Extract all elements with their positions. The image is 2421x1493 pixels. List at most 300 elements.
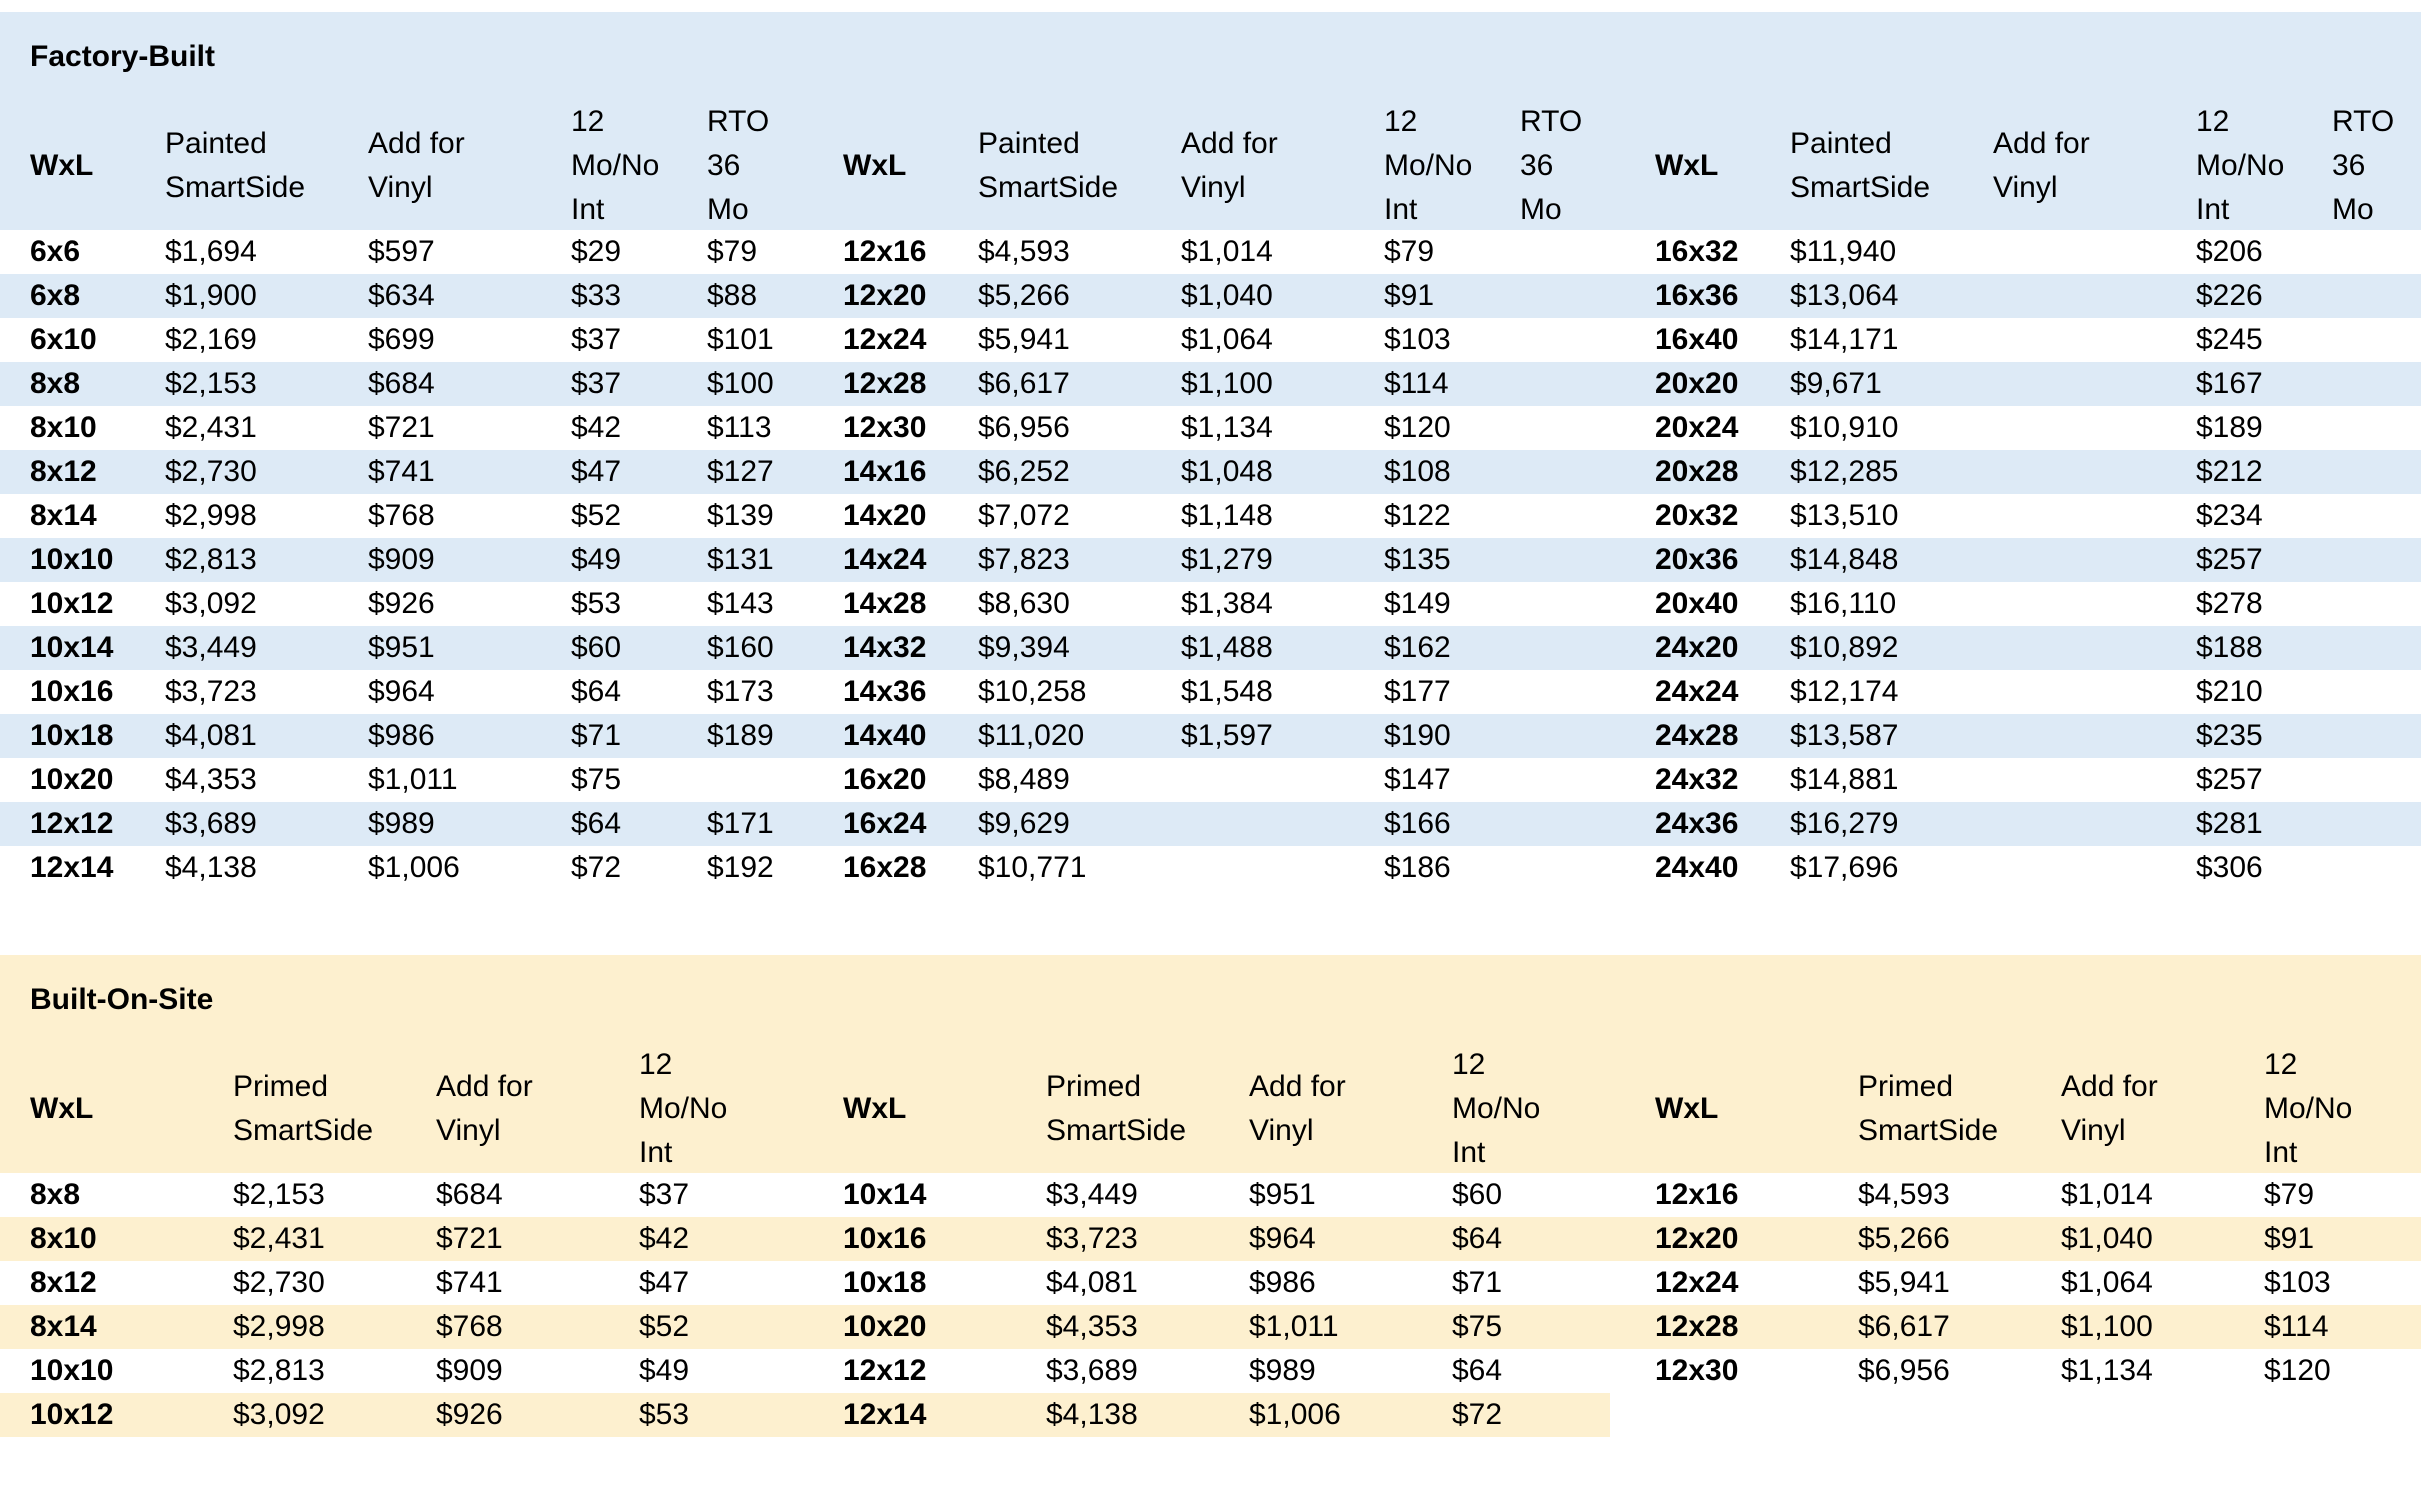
fb-cell-finance: $245 <box>2196 323 2263 356</box>
bos-cell-size: 12x20 <box>1655 1222 1739 1255</box>
fb-cell-size: 20x28 <box>1655 455 1739 488</box>
bos-cell-finance: $103 <box>2264 1266 2331 1299</box>
fb-cell-finance: $257 <box>2196 543 2263 576</box>
table-row <box>0 758 2421 802</box>
fb-cell-price: $10,892 <box>1790 631 1899 664</box>
fb-cell-size: 6x8 <box>30 279 81 312</box>
fb-cell-price: $13,510 <box>1790 499 1899 532</box>
bos-cell-price: $3,689 <box>1046 1354 1138 1387</box>
table-row <box>0 802 2421 846</box>
fb-cell-size: 6x6 <box>30 235 81 268</box>
fb-cell-size: 16x40 <box>1655 323 1739 356</box>
fb-cell-price: $10,910 <box>1790 411 1899 444</box>
fb-cell-vinyl: $721 <box>368 411 435 444</box>
built-on-site-section <box>0 955 2421 1437</box>
fb-cell-finance: $52 <box>571 499 622 532</box>
fb-cell-size: 8x8 <box>30 367 81 400</box>
fb-cell-size: 8x12 <box>30 455 97 488</box>
fb-cell-price: $14,881 <box>1790 763 1899 796</box>
fb-cell-size: 24x28 <box>1655 719 1739 752</box>
fb-cell-vinyl: $1,100 <box>1181 367 1273 400</box>
bos-cell-price: $2,813 <box>233 1354 325 1387</box>
table-row <box>0 1261 2421 1305</box>
fb-cell-price: $3,449 <box>165 631 257 664</box>
fb-cell-rto: $88 <box>707 279 758 312</box>
fb-cell-rto: $139 <box>707 499 774 532</box>
bos-cell-price: $4,593 <box>1858 1178 1950 1211</box>
bos-cell-price: $3,449 <box>1046 1178 1138 1211</box>
fb-cell-size: 10x20 <box>30 763 114 796</box>
fb-cell-vinyl: $1,548 <box>1181 675 1273 708</box>
bos-header-size: WxL <box>843 1092 907 1125</box>
table-row <box>0 626 2421 670</box>
fb-cell-rto: $171 <box>707 807 774 840</box>
fb-cell-rto: $192 <box>707 851 774 884</box>
bos-cell-price: $3,092 <box>233 1398 325 1431</box>
fb-cell-finance: $189 <box>2196 411 2263 444</box>
fb-cell-price: $3,723 <box>165 675 257 708</box>
fb-cell-size: 12x14 <box>30 851 114 884</box>
fb-cell-size: 16x20 <box>843 763 927 796</box>
table-row <box>0 1217 2421 1261</box>
bos-cell-size: 8x14 <box>30 1310 97 1343</box>
fb-cell-price: $10,258 <box>978 675 1087 708</box>
fb-cell-price: $5,266 <box>978 279 1070 312</box>
fb-cell-vinyl: $1,014 <box>1181 235 1273 268</box>
fb-cell-size: 10x18 <box>30 719 114 752</box>
bos-cell-finance: $91 <box>2264 1222 2315 1255</box>
fb-cell-size: 20x20 <box>1655 367 1739 400</box>
fb-cell-price: $3,092 <box>165 587 257 620</box>
fb-cell-price: $14,848 <box>1790 543 1899 576</box>
factory-built-title: Factory-Built <box>0 12 2421 102</box>
bos-cell-finance: $120 <box>2264 1354 2331 1387</box>
fb-header-price: Painted SmartSide <box>978 127 1119 204</box>
factory-built-section <box>0 12 2421 890</box>
fb-header-size: WxL <box>30 149 94 182</box>
fb-cell-size: 14x36 <box>843 675 927 708</box>
built-on-site-title: Built-On-Site <box>0 955 2421 1045</box>
bos-cell-size: 12x30 <box>1655 1354 1739 1387</box>
fb-cell-size: 10x10 <box>30 543 114 576</box>
fb-cell-size: 24x20 <box>1655 631 1739 664</box>
fb-cell-vinyl: $989 <box>368 807 435 840</box>
bos-cell-finance: $47 <box>639 1266 690 1299</box>
fb-cell-finance: $33 <box>571 279 622 312</box>
fb-cell-rto: $101 <box>707 323 774 356</box>
table-row <box>0 1173 2421 1217</box>
fb-cell-price: $2,730 <box>165 455 257 488</box>
fb-cell-size: 16x24 <box>843 807 927 840</box>
bos-header-finance: 12 Mo/No Int <box>1452 1048 1541 1169</box>
bos-cell-price: $2,998 <box>233 1310 325 1343</box>
fb-cell-price: $4,353 <box>165 763 257 796</box>
fb-cell-price: $11,940 <box>1790 235 1897 268</box>
fb-cell-finance: $149 <box>1384 587 1451 620</box>
fb-cell-finance: $79 <box>1384 235 1435 268</box>
bos-cell-vinyl: $989 <box>1249 1354 1316 1387</box>
fb-cell-finance: $91 <box>1384 279 1435 312</box>
bos-cell-vinyl: $741 <box>436 1266 503 1299</box>
fb-cell-size: 14x20 <box>843 499 927 532</box>
bos-header-price: Primed SmartSide <box>1858 1070 1999 1147</box>
bos-header-price: Primed SmartSide <box>233 1070 374 1147</box>
fb-cell-finance: $167 <box>2196 367 2263 400</box>
fb-cell-finance: $37 <box>571 367 622 400</box>
bos-cell-size: 10x12 <box>30 1398 114 1431</box>
fb-cell-price: $9,629 <box>978 807 1070 840</box>
fb-cell-price: $6,956 <box>978 411 1070 444</box>
bos-cell-size: 8x10 <box>30 1222 97 1255</box>
fb-cell-vinyl: $926 <box>368 587 435 620</box>
bos-cell-size: 12x24 <box>1655 1266 1739 1299</box>
fb-cell-price: $17,696 <box>1790 851 1899 884</box>
bos-header-size: WxL <box>30 1092 94 1125</box>
fb-cell-size: 12x30 <box>843 411 927 444</box>
fb-cell-finance: $257 <box>2196 763 2263 796</box>
fb-cell-vinyl: $909 <box>368 543 435 576</box>
bos-cell-finance: $53 <box>639 1398 690 1431</box>
row-stripe <box>0 1305 2421 1349</box>
fb-cell-finance: $306 <box>2196 851 2263 884</box>
bos-cell-price: $2,730 <box>233 1266 325 1299</box>
fb-cell-size: 12x28 <box>843 367 927 400</box>
fb-header-rto: RTO 36 Mo <box>1520 105 1583 226</box>
fb-cell-finance: $212 <box>2196 455 2263 488</box>
row-stripe <box>0 1217 2421 1261</box>
fb-cell-size: 6x10 <box>30 323 97 356</box>
fb-cell-price: $2,169 <box>165 323 257 356</box>
fb-cell-size: 20x24 <box>1655 411 1739 444</box>
fb-cell-price: $11,020 <box>978 719 1085 752</box>
bos-cell-finance: $114 <box>2264 1310 2329 1343</box>
factory-built-header-row <box>0 102 2421 230</box>
fb-cell-price: $12,285 <box>1790 455 1899 488</box>
table-row <box>0 714 2421 758</box>
fb-cell-rto: $143 <box>707 587 774 620</box>
fb-cell-price: $8,489 <box>978 763 1070 796</box>
fb-cell-size: 14x16 <box>843 455 927 488</box>
fb-cell-vinyl: $741 <box>368 455 435 488</box>
fb-cell-size: 24x24 <box>1655 675 1739 708</box>
fb-cell-finance: $210 <box>2196 675 2263 708</box>
bos-cell-vinyl: $986 <box>1249 1266 1316 1299</box>
bos-cell-finance: $37 <box>639 1178 690 1211</box>
fb-cell-rto: $100 <box>707 367 774 400</box>
fb-cell-finance: $186 <box>1384 851 1451 884</box>
built-on-site-rows <box>0 1173 2421 1437</box>
fb-cell-vinyl: $768 <box>368 499 435 532</box>
fb-cell-size: 8x14 <box>30 499 97 532</box>
fb-cell-finance: $60 <box>571 631 622 664</box>
fb-cell-vinyl: $597 <box>368 235 435 268</box>
bos-header-vinyl: Add for Vinyl <box>1249 1070 1346 1147</box>
fb-cell-price: $13,587 <box>1790 719 1899 752</box>
fb-cell-finance: $166 <box>1384 807 1451 840</box>
fb-cell-size: 12x12 <box>30 807 114 840</box>
bos-cell-finance: $75 <box>1452 1310 1503 1343</box>
fb-cell-vinyl: $986 <box>368 719 435 752</box>
fb-cell-size: 12x16 <box>843 235 927 268</box>
fb-header-rto: RTO 36 Mo <box>2332 105 2395 226</box>
fb-cell-finance: $103 <box>1384 323 1451 356</box>
fb-cell-rto: $189 <box>707 719 774 752</box>
bos-cell-size: 12x12 <box>843 1354 927 1387</box>
bos-cell-size: 10x10 <box>30 1354 114 1387</box>
fb-cell-vinyl: $1,279 <box>1181 543 1273 576</box>
fb-cell-price: $2,431 <box>165 411 257 444</box>
fb-cell-price: $2,813 <box>165 543 257 576</box>
bos-cell-size: 8x12 <box>30 1266 97 1299</box>
fb-cell-rto: $79 <box>707 235 758 268</box>
fb-cell-price: $4,138 <box>165 851 257 884</box>
table-row <box>0 318 2421 362</box>
table-row <box>0 406 2421 450</box>
bos-header-vinyl: Add for Vinyl <box>2061 1070 2158 1147</box>
fb-cell-price: $16,110 <box>1790 587 1897 620</box>
fb-cell-size: 12x20 <box>843 279 927 312</box>
built-on-site-header-row <box>0 1045 2421 1173</box>
fb-cell-size: 14x28 <box>843 587 927 620</box>
fb-cell-price: $12,174 <box>1790 675 1899 708</box>
fb-cell-vinyl: $1,134 <box>1181 411 1273 444</box>
fb-cell-price: $3,689 <box>165 807 257 840</box>
fb-cell-finance: $49 <box>571 543 622 576</box>
bos-cell-finance: $71 <box>1452 1266 1503 1299</box>
bos-cell-vinyl: $964 <box>1249 1222 1316 1255</box>
fb-cell-finance: $108 <box>1384 455 1451 488</box>
row-stripe <box>0 802 2421 846</box>
bos-cell-price: $2,153 <box>233 1178 325 1211</box>
bos-cell-size: 10x16 <box>843 1222 927 1255</box>
bos-cell-size: 12x14 <box>843 1398 927 1431</box>
fb-cell-vinyl: $1,597 <box>1181 719 1273 752</box>
bos-cell-vinyl: $1,100 <box>2061 1310 2153 1343</box>
fb-cell-size: 16x28 <box>843 851 927 884</box>
fb-cell-rto: $173 <box>707 675 774 708</box>
fb-header-price: Painted SmartSide <box>165 127 306 204</box>
bos-cell-size: 10x20 <box>843 1310 927 1343</box>
bos-cell-vinyl: $926 <box>436 1398 503 1431</box>
fb-cell-price: $10,771 <box>978 851 1087 884</box>
fb-cell-finance: $135 <box>1384 543 1451 576</box>
bos-cell-price: $3,723 <box>1046 1222 1138 1255</box>
fb-cell-vinyl: $1,148 <box>1181 499 1273 532</box>
fb-cell-finance: $235 <box>2196 719 2263 752</box>
fb-cell-price: $9,394 <box>978 631 1070 664</box>
bos-cell-vinyl: $768 <box>436 1310 503 1343</box>
table-row <box>0 1305 2421 1349</box>
fb-cell-price: $8,630 <box>978 587 1070 620</box>
fb-cell-vinyl: $1,384 <box>1181 587 1273 620</box>
bos-cell-finance: $52 <box>639 1310 690 1343</box>
fb-cell-size: 24x40 <box>1655 851 1739 884</box>
fb-cell-vinyl: $964 <box>368 675 435 708</box>
fb-cell-finance: $47 <box>571 455 622 488</box>
fb-cell-size: 20x36 <box>1655 543 1739 576</box>
bos-cell-price: $4,138 <box>1046 1398 1138 1431</box>
fb-cell-size: 24x36 <box>1655 807 1739 840</box>
bos-cell-vinyl: $1,014 <box>2061 1178 2153 1211</box>
bos-cell-size: 10x14 <box>843 1178 927 1211</box>
fb-header-finance: 12 Mo/No Int <box>1384 105 1473 226</box>
bos-header-vinyl: Add for Vinyl <box>436 1070 533 1147</box>
fb-cell-finance: $190 <box>1384 719 1451 752</box>
fb-cell-vinyl: $634 <box>368 279 435 312</box>
fb-cell-price: $14,171 <box>1790 323 1899 356</box>
fb-cell-finance: $42 <box>571 411 622 444</box>
bos-cell-price: $5,266 <box>1858 1222 1950 1255</box>
bos-cell-finance: $42 <box>639 1222 690 1255</box>
fb-cell-finance: $29 <box>571 235 622 268</box>
fb-cell-price: $6,252 <box>978 455 1070 488</box>
fb-header-vinyl: Add for Vinyl <box>1181 127 1278 204</box>
fb-cell-size: 24x32 <box>1655 763 1739 796</box>
table-row <box>0 538 2421 582</box>
fb-cell-size: 10x12 <box>30 587 114 620</box>
fb-cell-finance: $75 <box>571 763 622 796</box>
fb-cell-finance: $122 <box>1384 499 1451 532</box>
fb-cell-vinyl: $1,011 <box>368 763 458 796</box>
table-row <box>0 670 2421 714</box>
bos-cell-price: $6,617 <box>1858 1310 1950 1343</box>
fb-cell-finance: $162 <box>1384 631 1451 664</box>
bos-cell-finance: $79 <box>2264 1178 2315 1211</box>
bos-cell-vinyl: $684 <box>436 1178 503 1211</box>
fb-cell-price: $16,279 <box>1790 807 1899 840</box>
table-row <box>0 582 2421 626</box>
table-row <box>0 362 2421 406</box>
fb-cell-rto: $127 <box>707 455 774 488</box>
bos-cell-finance: $72 <box>1452 1398 1503 1431</box>
fb-cell-price: $4,081 <box>165 719 257 752</box>
table-row <box>0 1349 2421 1393</box>
bos-cell-price: $4,081 <box>1046 1266 1138 1299</box>
bos-cell-price: $4,353 <box>1046 1310 1138 1343</box>
table-row <box>0 230 2421 274</box>
fb-cell-size: 12x24 <box>843 323 927 356</box>
bos-cell-vinyl: $721 <box>436 1222 503 1255</box>
bos-cell-finance: $64 <box>1452 1222 1503 1255</box>
fb-cell-finance: $188 <box>2196 631 2263 664</box>
fb-cell-price: $6,617 <box>978 367 1070 400</box>
fb-cell-vinyl: $1,064 <box>1181 323 1273 356</box>
fb-cell-size: 10x16 <box>30 675 114 708</box>
bos-cell-size: 10x18 <box>843 1266 927 1299</box>
bos-cell-size: 8x8 <box>30 1178 81 1211</box>
fb-cell-vinyl: $1,040 <box>1181 279 1273 312</box>
table-row <box>0 450 2421 494</box>
fb-cell-price: $1,900 <box>165 279 257 312</box>
fb-header-size: WxL <box>1655 149 1719 182</box>
fb-cell-size: 20x32 <box>1655 499 1739 532</box>
fb-cell-price: $1,694 <box>165 235 257 268</box>
fb-cell-size: 10x14 <box>30 631 114 664</box>
table-row <box>0 274 2421 318</box>
bos-header-finance: 12 Mo/No Int <box>2264 1048 2353 1169</box>
fb-cell-finance: $120 <box>1384 411 1451 444</box>
fb-cell-finance: $53 <box>571 587 622 620</box>
fb-cell-vinyl: $699 <box>368 323 435 356</box>
fb-cell-finance: $64 <box>571 807 622 840</box>
fb-cell-finance: $71 <box>571 719 622 752</box>
fb-cell-vinyl: $951 <box>368 631 435 664</box>
fb-cell-finance: $281 <box>2196 807 2263 840</box>
fb-cell-vinyl: $1,006 <box>368 851 460 884</box>
fb-cell-price: $5,941 <box>978 323 1070 356</box>
bos-header-size: WxL <box>1655 1092 1719 1125</box>
fb-header-finance: 12 Mo/No Int <box>2196 105 2285 226</box>
bos-cell-finance: $64 <box>1452 1354 1503 1387</box>
bos-cell-price: $6,956 <box>1858 1354 1950 1387</box>
fb-cell-vinyl: $1,488 <box>1181 631 1273 664</box>
fb-cell-size: 20x40 <box>1655 587 1739 620</box>
fb-header-rto: RTO 36 Mo <box>707 105 770 226</box>
bos-cell-vinyl: $1,064 <box>2061 1266 2153 1299</box>
bos-cell-price: $2,431 <box>233 1222 325 1255</box>
bos-cell-finance: $60 <box>1452 1178 1503 1211</box>
fb-cell-size: 16x36 <box>1655 279 1739 312</box>
table-row <box>0 494 2421 538</box>
table-row <box>0 846 2421 890</box>
fb-header-vinyl: Add for Vinyl <box>1993 127 2090 204</box>
fb-cell-vinyl: $684 <box>368 367 435 400</box>
fb-cell-price: $7,072 <box>978 499 1070 532</box>
bos-cell-vinyl: $909 <box>436 1354 503 1387</box>
fb-cell-finance: $72 <box>571 851 622 884</box>
fb-cell-size: 14x40 <box>843 719 927 752</box>
bos-cell-vinyl: $1,011 <box>1249 1310 1339 1343</box>
bos-cell-size: 12x16 <box>1655 1178 1739 1211</box>
fb-cell-price: $7,823 <box>978 543 1070 576</box>
bos-cell-finance: $49 <box>639 1354 690 1387</box>
bos-cell-price: $5,941 <box>1858 1266 1950 1299</box>
fb-cell-finance: $114 <box>1384 367 1449 400</box>
fb-cell-price: $13,064 <box>1790 279 1899 312</box>
fb-cell-rto: $131 <box>707 543 774 576</box>
fb-header-vinyl: Add for Vinyl <box>368 127 465 204</box>
bos-header-finance: 12 Mo/No Int <box>639 1048 728 1169</box>
fb-cell-size: 16x32 <box>1655 235 1739 268</box>
bos-cell-vinyl: $1,040 <box>2061 1222 2153 1255</box>
fb-cell-size: 8x10 <box>30 411 97 444</box>
fb-cell-price: $2,998 <box>165 499 257 532</box>
fb-cell-rto: $113 <box>707 411 772 444</box>
factory-built-rows <box>0 230 2421 890</box>
bos-cell-vinyl: $1,134 <box>2061 1354 2153 1387</box>
fb-header-size: WxL <box>843 149 907 182</box>
fb-cell-price: $9,671 <box>1790 367 1882 400</box>
fb-cell-finance: $226 <box>2196 279 2263 312</box>
fb-cell-finance: $147 <box>1384 763 1451 796</box>
table-row <box>0 1393 2421 1437</box>
fb-cell-finance: $234 <box>2196 499 2263 532</box>
fb-cell-finance: $37 <box>571 323 622 356</box>
fb-cell-finance: $278 <box>2196 587 2263 620</box>
fb-cell-price: $4,593 <box>978 235 1070 268</box>
fb-header-finance: 12 Mo/No Int <box>571 105 660 226</box>
fb-header-price: Painted SmartSide <box>1790 127 1931 204</box>
bos-cell-vinyl: $1,006 <box>1249 1398 1341 1431</box>
bos-cell-vinyl: $951 <box>1249 1178 1316 1211</box>
fb-cell-price: $2,153 <box>165 367 257 400</box>
fb-cell-finance: $64 <box>571 675 622 708</box>
fb-cell-size: 14x24 <box>843 543 927 576</box>
fb-cell-vinyl: $1,048 <box>1181 455 1273 488</box>
bos-header-price: Primed SmartSide <box>1046 1070 1187 1147</box>
fb-cell-rto: $160 <box>707 631 774 664</box>
fb-cell-finance: $177 <box>1384 675 1451 708</box>
